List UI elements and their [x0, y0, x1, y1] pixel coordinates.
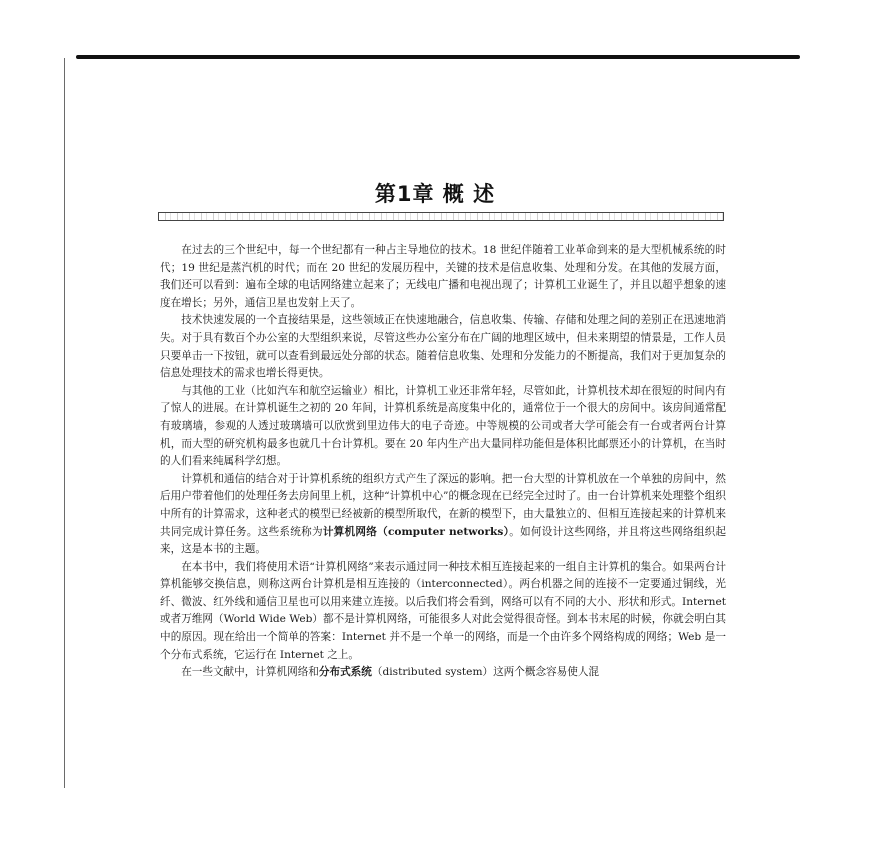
title-underline-bar — [158, 212, 724, 221]
paragraph — [160, 471, 726, 559]
left-margin-rule — [64, 58, 65, 788]
paragraph-text: 与其他的工业（比如汽车和航空运输业）相比，计算机工业还非常年轻，尽管如此，计算机技术却在很短的时间内有了惊人的进展。在计算机诞生之初的 20 年间，计算机系统是高度集中化的，通常位于一个很大的房间中。该房间通常配有玻璃墙，参观的人透过玻璃墙可以欣赏到里边伟大的电子奇迹。中等规模的公司或者大学可能会有一台或者两台计算机，而大型的研究机构最多也就几十台计算机。要在 20 年内生产出大量同样功能但是体积比邮票还小的计算机，在当时的人们看来纯属科学幻想。 — [160, 384, 726, 468]
paragraph-text: 在本书中，我们将使用术语“计算机网络”来表示通过同一种技术相互连接起来的一组自主计算机的集合。如果两台计算机能够交换信息，则称这两台计算机是相互连接的（interconnected）。两台机器之间的连接不一定要通过铜线，光纤、微波、红外线和通信卫星也可以用来建立连接。以后我们将会看到，网络可以有不同的大小、形状和形式。Internet 或者万维网（World Wide Web）都不是计算机网络，可能很多人对此会觉得很奇怪。到本书末尾的时候，你就会明白其中的原因。现在给出一个简单的答案：Internet 并不是一个单一的网络，而是一个由许多个网络构成的网络；Web 是一个分布式系统，它运行在 Internet 之上。 — [160, 560, 726, 661]
paragraph-text: 计算机和通信的结合对于计算机系统的组织方式产生了深远的影响。把一台大型的计算机放在一个单独的房间中，然后用户带着他们的处理任务去房间里上机，这种“计算机中心”的概念现在已经完全过时了。由一台计算机来处理整个组织中所有的计算需求，这种老式的模型已经被新的模型所取代，在新的模型下，由大量独立的、但相互连接起来的计算机来共同完成计算任务。这些系统称为 — [160, 472, 726, 538]
paragraph — [160, 383, 726, 471]
bold-term: 分布式系统 — [318, 666, 372, 679]
paragraph — [160, 664, 726, 682]
bold-term: 计算机网络（computer networks） — [322, 525, 510, 538]
top-rule — [76, 55, 800, 59]
paragraph-text: （distributed system）这两个概念容易使人混 — [371, 666, 600, 679]
paragraph-text: 。如何设计这些网络，并且将这些网络组织起来，这是本书的主题。 — [160, 525, 727, 556]
paragraph-text: 技术快速发展的一个直接结果是，这些领域正在快速地融合，信息收集、传输、存储和处理之间的差别正在迅速地消失。对于具有数百个办公室的大型组织来说，尽管这些办公室分布在广阔的地理区域中，但未来期望的情景是，工作人员只要单击一下按钮，就可以查看到最远处分部的状态。随着信息收集、处理和分发能力的不断提高，我们对于更加复杂的信息处理技术的需求也增长得更快。 — [160, 314, 726, 380]
body-text — [160, 242, 726, 682]
paragraph-text: 在过去的三个世纪中，每一个世纪都有一种占主导地位的技术。18 世纪伴随着工业革命到来的是大型机械系统的时代；19 世纪是蒸汽机的时代；而在 20 世纪的发展历程中，关键的技术是信息收集、处理和分发。在其他的发展方面，我们还可以看到：遍布全球的电话网络建立起来了；无线电广播和电视出现了；计算机工业诞生了，并且以超乎想象的速度在增长；另外，通信卫星也发射上天了。 — [160, 244, 726, 309]
paragraph-text: 在一些文献中，计算机网络和 — [181, 666, 319, 679]
paragraph — [160, 312, 726, 382]
chapter-title: 第1章 概 述 — [374, 182, 496, 206]
paragraph — [160, 559, 726, 665]
paragraph — [160, 242, 726, 312]
